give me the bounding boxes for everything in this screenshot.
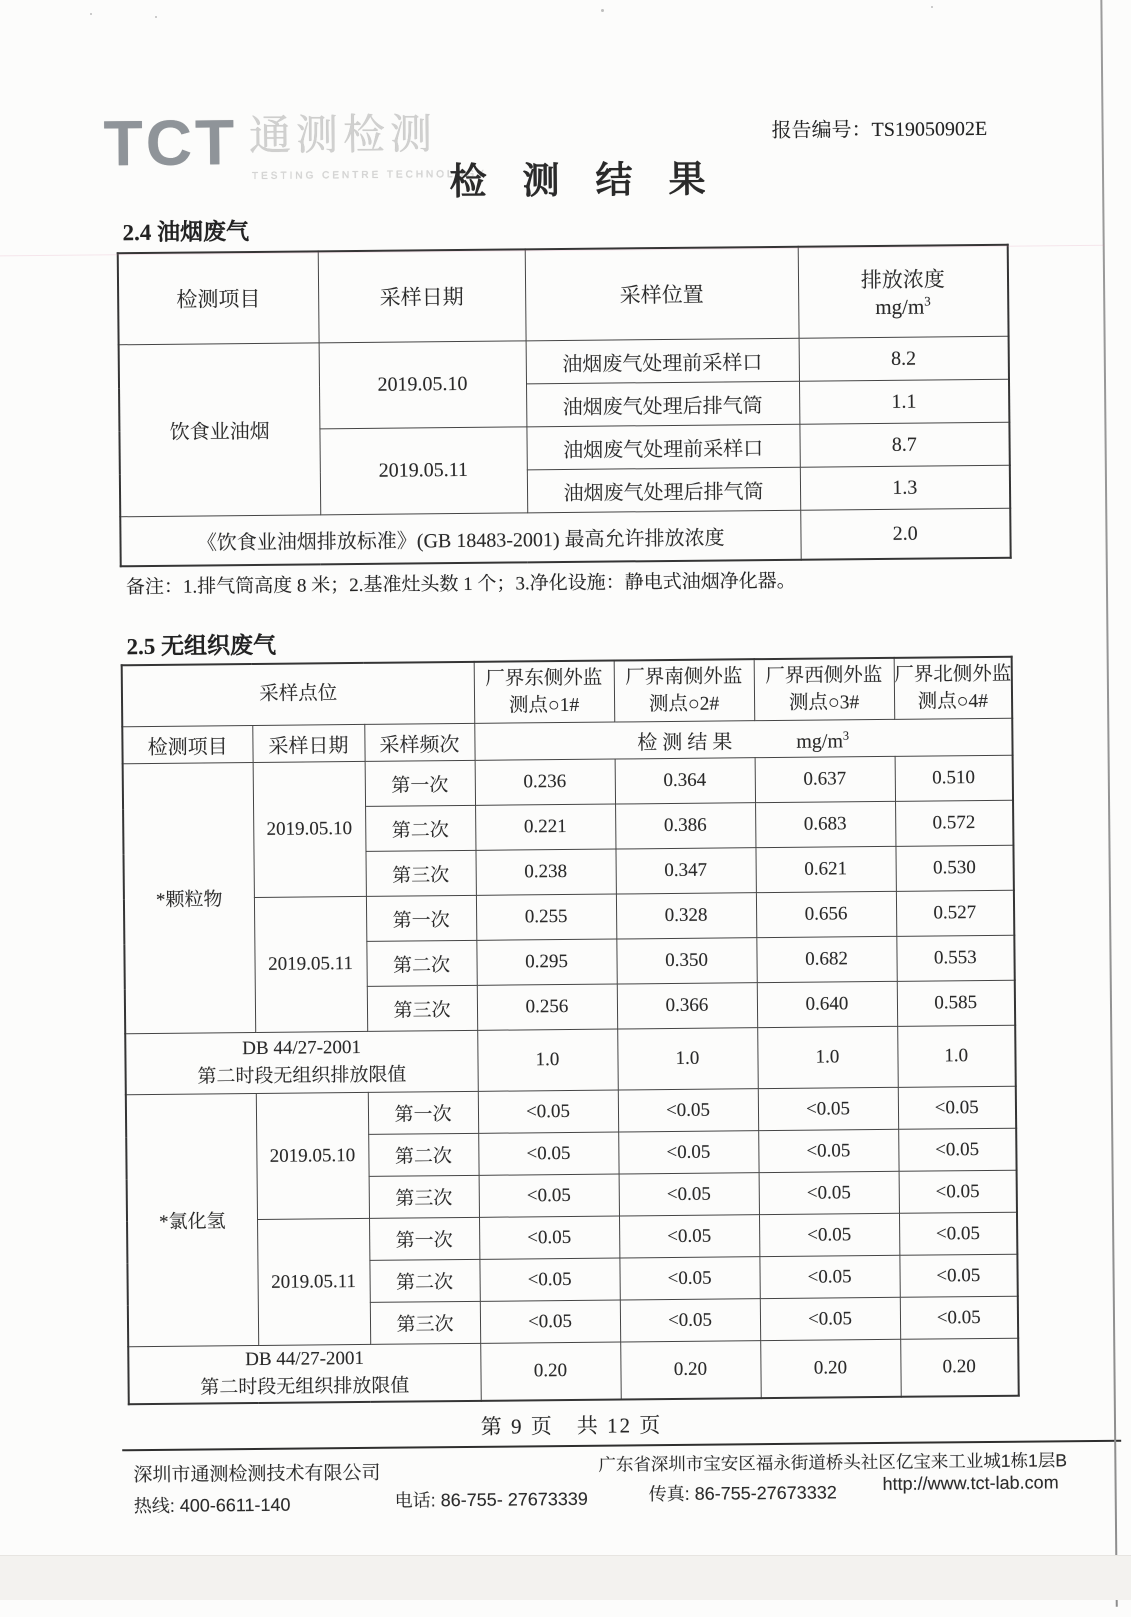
t2-frequency-cell: 第三次 [365,850,475,896]
t2-item-hcl: *氯化氢 [126,1093,258,1346]
t1-position-cell: 油烟废气处理前采样口 [526,424,799,470]
value-cell: <0.05 [618,1131,758,1174]
value-cell: <0.05 [478,1090,618,1133]
t2-frequency-cell: 第一次 [369,1217,479,1260]
value-cell: 0.553 [896,935,1014,981]
limit-value-cell: 1.0 [757,1026,898,1088]
t1-header-concentration-label: 排放浓度 [860,267,945,293]
value-cell: <0.05 [620,1299,760,1342]
t1-header-position: 采样位置 [525,247,799,341]
page-number: 第 9 页 共 12 页 [480,1413,663,1439]
t2-frequency-cell: 第三次 [370,1301,480,1344]
value-cell: 0.347 [615,848,755,894]
value-cell: <0.05 [899,1254,1017,1297]
value-cell: 0.256 [477,984,617,1030]
t2-frequency-cell: 第三次 [367,985,477,1031]
limit-value-cell: 1.0 [897,1025,1016,1087]
t2-frequency-cell: 第二次 [365,805,475,851]
table-fugitive-gas [121,656,1020,1406]
t1-position-cell: 油烟废气处理后排气筒 [526,381,799,427]
footer-website: http://www.tct-lab.com [882,1472,1059,1494]
t2-header-date: 采样日期 [252,724,364,762]
t2-frequency-cell: 第三次 [369,1175,479,1218]
value-cell: <0.05 [479,1174,619,1217]
table-row [122,657,1013,727]
limit-value-cell: 1.0 [477,1029,618,1091]
t2-frequency-cell: 第一次 [365,760,475,806]
limit-value-cell: 1.0 [617,1028,758,1090]
footer-hotline: 热线: 400-6611-140 [133,1494,291,1517]
t2-date-cell: 2019.05.10 [256,1092,369,1219]
value-cell: 0.527 [896,890,1014,936]
value-cell: <0.05 [759,1255,899,1298]
t2-header-point2: 厂界南侧外监 测点○2# [614,659,755,722]
t2-header-frequency: 采样频次 [364,723,474,761]
value-cell: 0.236 [475,759,615,805]
scan-speck [155,16,157,18]
value-cell: 8.7 [799,422,1009,467]
value-cell: 0.328 [616,893,756,939]
scan-speck [601,9,604,12]
table-row [128,1338,1019,1404]
value-cell: <0.05 [759,1171,899,1214]
footer-address: 广东省深圳市宝安区福永街道桥头社区亿宝来工业城1栋1层B [598,1450,1068,1475]
footer-phone: 电话: 86-755- 27673339 [394,1488,588,1511]
value-cell: 0.295 [476,939,616,985]
value-cell: 0.350 [616,938,756,984]
value-cell: <0.05 [479,1258,619,1301]
t2-frequency-cell: 第一次 [368,1091,478,1134]
t2-item-pm: *颗粒物 [123,763,256,1034]
value-cell: 0.530 [895,845,1013,891]
t2-header-item: 检测项目 [122,726,252,764]
value-cell: 0.683 [755,801,895,847]
value-cell: <0.05 [758,1129,898,1172]
section-heading-2-5: 2.5 无组织废气 [126,632,277,660]
t1-position-cell: 油烟废气处理前采样口 [526,338,799,384]
table-row [125,1025,1016,1095]
t2-header-sample-point: 采样点位 [122,662,475,727]
value-cell: <0.05 [760,1297,900,1340]
table-row [118,245,1009,345]
t2-frequency-cell: 第二次 [368,1133,478,1176]
value-cell: 0.637 [755,756,895,802]
t2-header-point3: 厂界西侧外监 测点○3# [754,658,895,721]
t1-position-cell: 油烟废气处理后排气筒 [527,467,800,513]
value-cell: <0.05 [900,1296,1018,1339]
value-cell: <0.05 [898,1128,1016,1171]
t1-limit-label: 《饮食业油烟排放标准》(GB 18483-2001) 最高允许排放浓度 [120,510,800,566]
t2-frequency-cell: 第二次 [366,940,476,986]
value-cell: 0.572 [895,800,1013,846]
table-footnote: 备注：1.排气筒高度 8 米；2.基准灶头数 1 个；3.净化设施：静电式油烟净化器。 [125,570,796,599]
value-cell: 8.2 [799,336,1009,381]
value-cell: <0.05 [619,1215,759,1258]
value-cell: 0.682 [756,936,896,982]
value-cell: 1.1 [799,379,1009,424]
t1-date-cell: 2019.05.11 [319,427,527,515]
limit-value-cell: 0.20 [620,1341,761,1400]
table-row [120,508,1010,566]
t2-header-point4: 厂界北侧外监 测点○4# [894,657,1013,720]
value-cell: <0.05 [758,1087,898,1130]
t2-date-cell: 2019.05.11 [257,1218,370,1345]
footer-company-name: 深圳市通测检测技术有限公司 [133,1462,381,1487]
t1-header-concentration [798,245,1009,339]
t1-header-unit: $mg/m^3$ [875,293,931,320]
t2-frequency-cell: 第二次 [369,1259,479,1302]
report-number: 报告编号：TS19050902E [771,117,988,142]
value-cell: <0.05 [480,1300,620,1343]
t2-date-cell: 2019.05.10 [253,761,366,897]
value-cell: 0.585 [897,980,1015,1026]
value-cell: 0.656 [756,891,896,937]
value-cell: 0.510 [895,755,1013,801]
t1-limit-value: 2.0 [800,508,1010,560]
value-cell: 0.221 [475,804,615,850]
value-cell: <0.05 [759,1213,899,1256]
page-title: 检测结果 [449,159,742,204]
limit-value-cell: 0.20 [480,1342,621,1401]
t2-limit-label-hcl: DB 44/27-2001 第二时段无组织排放限值 [128,1343,481,1404]
value-cell: 0.255 [476,894,616,940]
value-cell: 0.364 [615,758,755,804]
value-cell: <0.05 [619,1257,759,1300]
value-cell: 0.640 [757,981,897,1027]
value-cell: <0.05 [899,1212,1017,1255]
limit-value-cell: 0.20 [760,1339,901,1398]
scan-bottom-shadow [0,1555,1131,1600]
scan-speck [931,6,933,8]
value-cell: <0.05 [899,1170,1017,1213]
scan-speck [90,13,92,15]
t2-frequency-cell: 第一次 [366,895,476,941]
value-cell: <0.05 [618,1089,758,1132]
scan-page-edge-line [1100,0,1118,1607]
t1-header-item: 检测项目 [118,251,319,344]
value-cell: <0.05 [898,1086,1016,1129]
t1-header-date: 采样日期 [318,249,526,342]
t2-header-result: 检 测 结 果 $mg/m^3$ [474,718,1012,760]
value-cell: 0.386 [615,803,755,849]
value-cell: 1.3 [800,465,1010,510]
t1-item-cell: 饮食业油烟 [119,343,321,517]
logo-chinese-text: 通测检测 [248,112,438,161]
limit-value-cell: 0.20 [900,1338,1019,1397]
value-cell: 0.238 [475,849,615,895]
t2-date-cell: 2019.05.11 [254,896,367,1032]
footer-fax: 传真: 86-755-27673332 [648,1482,837,1505]
table-oil-fume [117,244,1012,568]
t1-date-cell: 2019.05.10 [319,341,527,429]
logo-tct-text: TCT [103,106,238,180]
logo-english-caption: TESTING CENTRE TECHNOLOGY [251,168,487,182]
value-cell: 0.366 [617,983,757,1029]
section-heading-2-4: 2.4 油烟废气 [122,219,250,246]
t2-header-point1: 厂界东侧外监 测点○1# [474,661,615,724]
value-cell: <0.05 [479,1216,619,1259]
value-cell: <0.05 [478,1132,618,1175]
t2-limit-label-pm: DB 44/27-2001 第二时段无组织排放限值 [125,1030,478,1094]
value-cell: <0.05 [619,1173,759,1216]
value-cell: 0.621 [755,846,895,892]
